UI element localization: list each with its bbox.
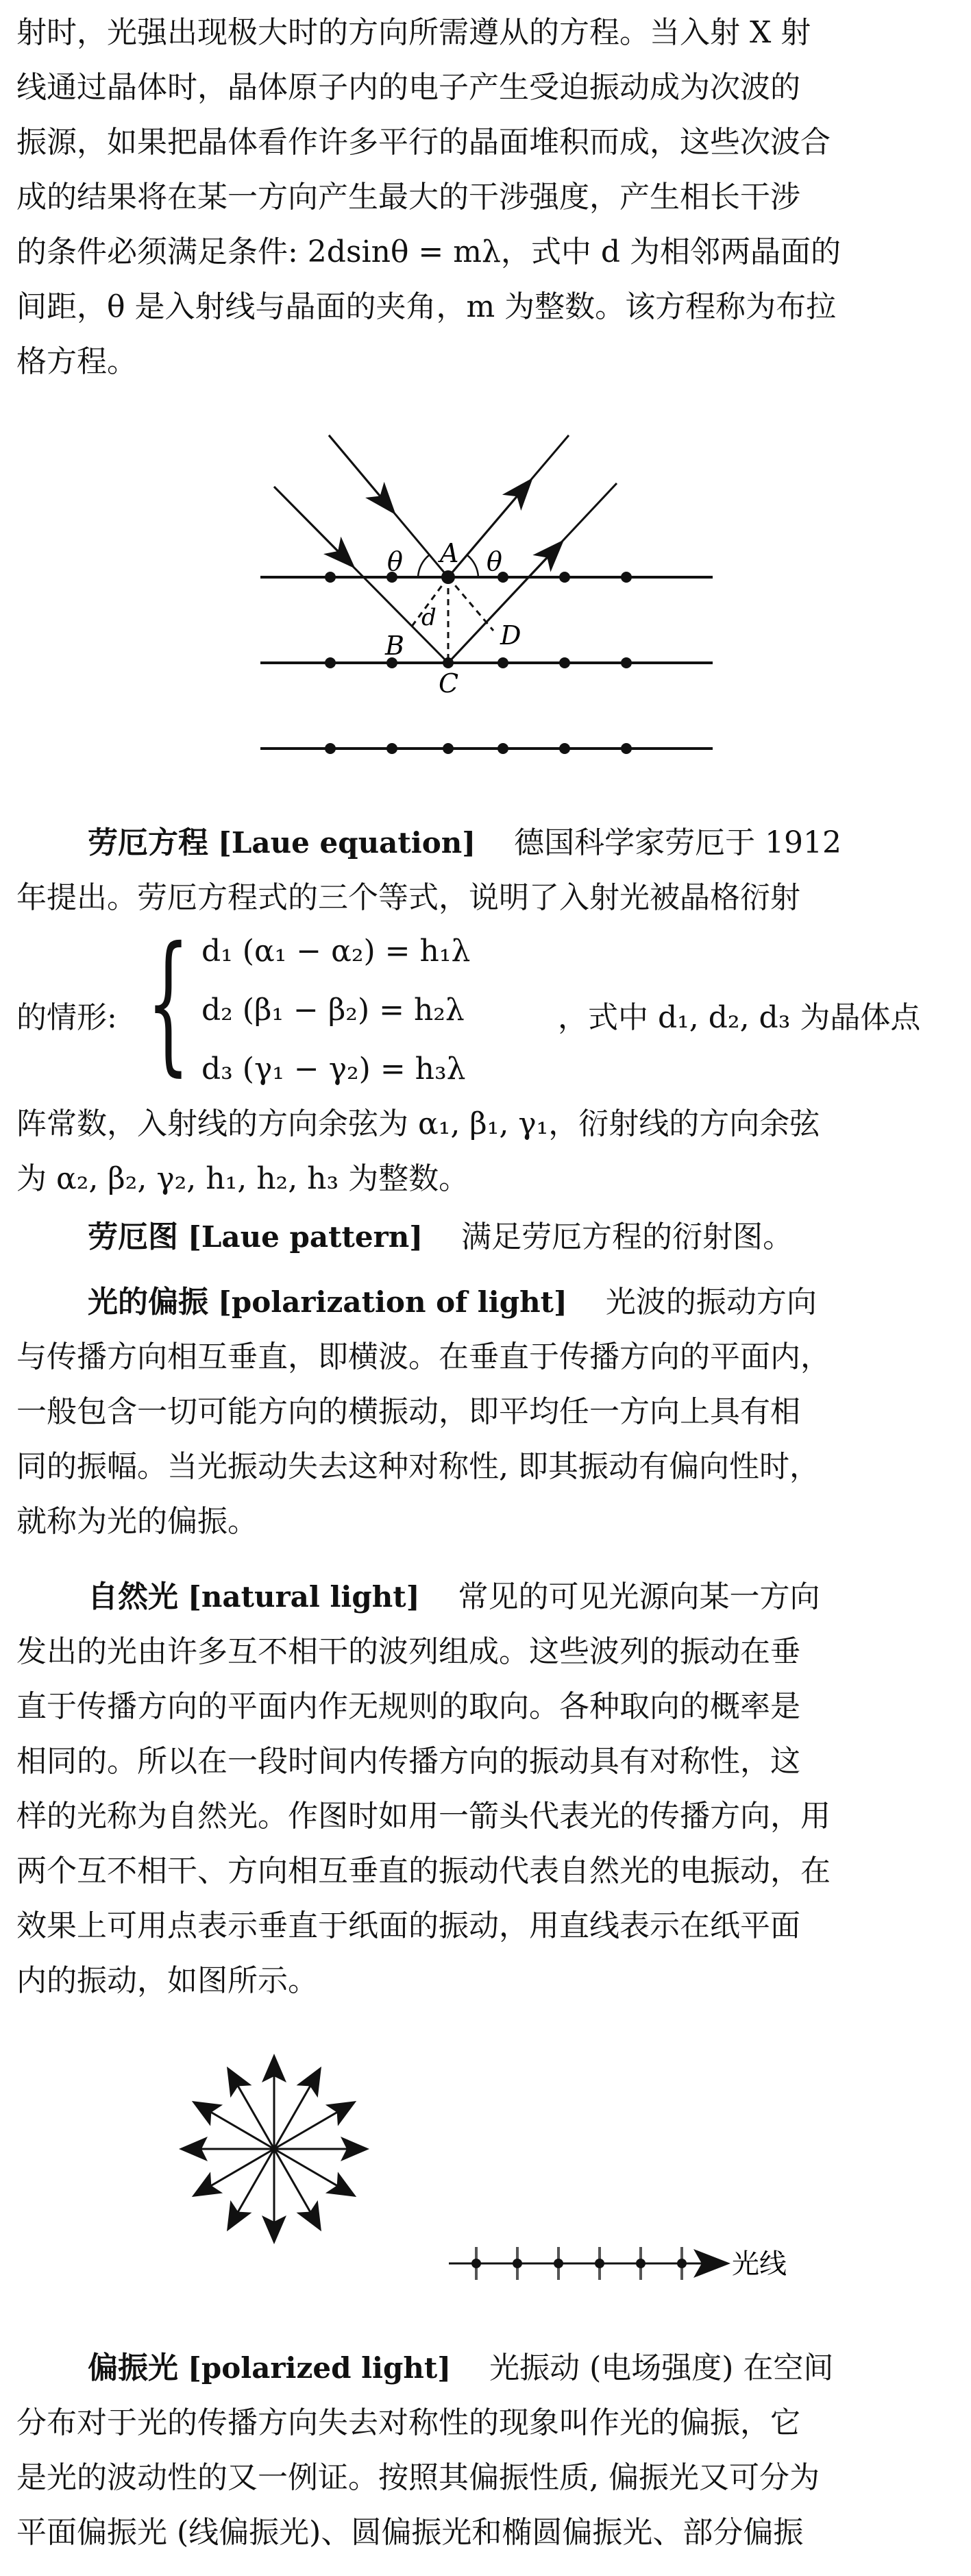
- text-line: 分布对于光的传播方向失去对称性的现象叫作光的偏振，它: [16, 2405, 800, 2440]
- text-line: 振源，如果把晶体看作许多平行的晶面堆积而成，这些次波合: [16, 125, 831, 160]
- equation-trailing-text: ，式中 d₁, d₂, d₃ 为晶体点: [558, 1000, 921, 1035]
- entry-first-line: [16, 816, 955, 871]
- equation-2: d₂ (β₁ − β₂) = h₂λ: [201, 993, 465, 1028]
- vibration-arrows: [183, 2058, 365, 2240]
- text-line: 内的振动，如图所示。: [16, 1963, 318, 1998]
- ray-label: 光线: [732, 2248, 787, 2280]
- polarization-entry: [16, 1275, 955, 1549]
- text-line: 是光的波动性的又一例证。按照其偏振性质, 偏振光又可分为: [16, 2460, 820, 2495]
- label-C: C: [439, 668, 459, 698]
- bragg-diffraction-figure: [247, 432, 726, 761]
- text-line: 成的结果将在某一方向产生最大的干涉强度，产生相长干涉: [16, 180, 800, 215]
- entry-term-en: [natural light]: [188, 1580, 420, 1614]
- entry-text: 满足劳厄方程的衍射图。: [461, 1219, 794, 1254]
- label-d: d: [421, 604, 437, 631]
- text-line: 线通过晶体时，晶体原子内的电子产生受迫振动成为次波的: [16, 70, 800, 105]
- equation-1: d₁ (α₁ − α₂) = h₁λ: [201, 934, 471, 969]
- dashed-AD: [448, 577, 493, 631]
- entry-text: 光振动 (电场强度) 在空间: [489, 2350, 834, 2385]
- natural-light-star-figure: [171, 2050, 377, 2248]
- text-line: 与传播方向相互垂直，即横波。在垂直于传播方向的平面内，: [16, 1339, 831, 1374]
- label-theta-left: θ: [387, 546, 403, 576]
- text-line: 阵常数，入射线的方向余弦为 α₁, β₁, γ₁，衍射线的方向余弦: [16, 1106, 820, 1141]
- laue-pattern-entry: [16, 1210, 955, 1265]
- equation-3: d₃ (γ₁ − γ₂) = h₃λ: [201, 1052, 466, 1086]
- text-line: 为 α₂, β₂, γ₂, h₁, h₂, h₃ 为整数。: [16, 1161, 469, 1196]
- text-line: 同的振幅。当光振动失去这种对称性, 即其振动有偏向性时，: [16, 1449, 820, 1484]
- angle-arc-left: [418, 555, 429, 577]
- entry-term-en: [Laue equation]: [218, 826, 476, 860]
- text-line: 相同的。所以在一段时间内传播方向的振动具有对称性，这: [16, 1744, 800, 1779]
- entry-term: 劳厄图: [88, 1219, 178, 1254]
- angle-arc-right: [467, 555, 478, 577]
- text-line: 的条件必须满足条件: 2dsinθ = mλ，式中 d 为相邻两晶面的: [16, 234, 841, 269]
- text-line: 间距，θ 是入射线与晶面的夹角，m 为整数。该方程称为布拉: [16, 289, 837, 324]
- text-line: 格方程。: [16, 344, 137, 379]
- label-theta-right: θ: [487, 546, 502, 576]
- text-line: 样的光称为自然光。作图时如用一箭头代表光的传播方向，用: [16, 1799, 831, 1834]
- brace: {: [147, 914, 190, 1090]
- text-line: 两个互不相干、方向相互垂直的振动代表自然光的电振动，在: [16, 1854, 831, 1888]
- entry-term-en: [Laue pattern]: [188, 1220, 423, 1254]
- entry-text: 德国科学家劳厄于 1912: [514, 825, 842, 860]
- entry-term: 劳厄方程: [88, 825, 208, 860]
- text-line: 发出的光由许多互不相干的波列组成。这些波列的振动在垂: [16, 1634, 800, 1669]
- entry-text: 光波的振动方向: [605, 1285, 817, 1320]
- text-line: 效果上可用点表示垂直于纸面的振动，用直线表示在纸平面: [16, 1908, 800, 1943]
- entry-term-en: [polarization of light]: [218, 1285, 567, 1319]
- entry-term-en: [polarized light]: [188, 2351, 452, 2385]
- laue-equation-continued: [16, 1097, 955, 1206]
- natural-light-entry: [16, 1570, 955, 2008]
- bragg-paragraph: [16, 5, 955, 389]
- entry-term: 光的偏振: [88, 1285, 208, 1320]
- equation-lead: 的情形:: [16, 1000, 117, 1035]
- label-B: B: [385, 631, 404, 661]
- natural-light-ray-figure: [445, 2235, 829, 2289]
- entry-term: 偏振光: [88, 2350, 178, 2385]
- laue-equation-entry: [16, 816, 955, 925]
- label-A: A: [440, 538, 459, 568]
- text-line: 年提出。劳厄方程式的三个等式，说明了入射光被晶格衍射: [16, 880, 800, 915]
- text-line: 一般包含一切可能方向的横振动，即平均任一方向上具有相: [16, 1394, 800, 1429]
- text-line: 直于传播方向的平面内作无规则的取向。各种取向的概率是: [16, 1689, 800, 1724]
- text-line: 射时，光强出现极大时的方向所需遵从的方程。当入射 X 射: [16, 15, 811, 50]
- laue-equation-system: [16, 914, 955, 1105]
- entry-text: 常见的可见光源向某一方向: [458, 1579, 820, 1614]
- label-D: D: [500, 620, 521, 651]
- text-line: 平面偏振光 (线偏振光)、圆偏振光和椭圆偏振光、部分偏振: [16, 2515, 804, 2550]
- entry-term: 自然光: [88, 1579, 178, 1614]
- polarized-light-entry: [16, 2341, 955, 2560]
- text-line: 就称为光的偏振。: [16, 1504, 258, 1539]
